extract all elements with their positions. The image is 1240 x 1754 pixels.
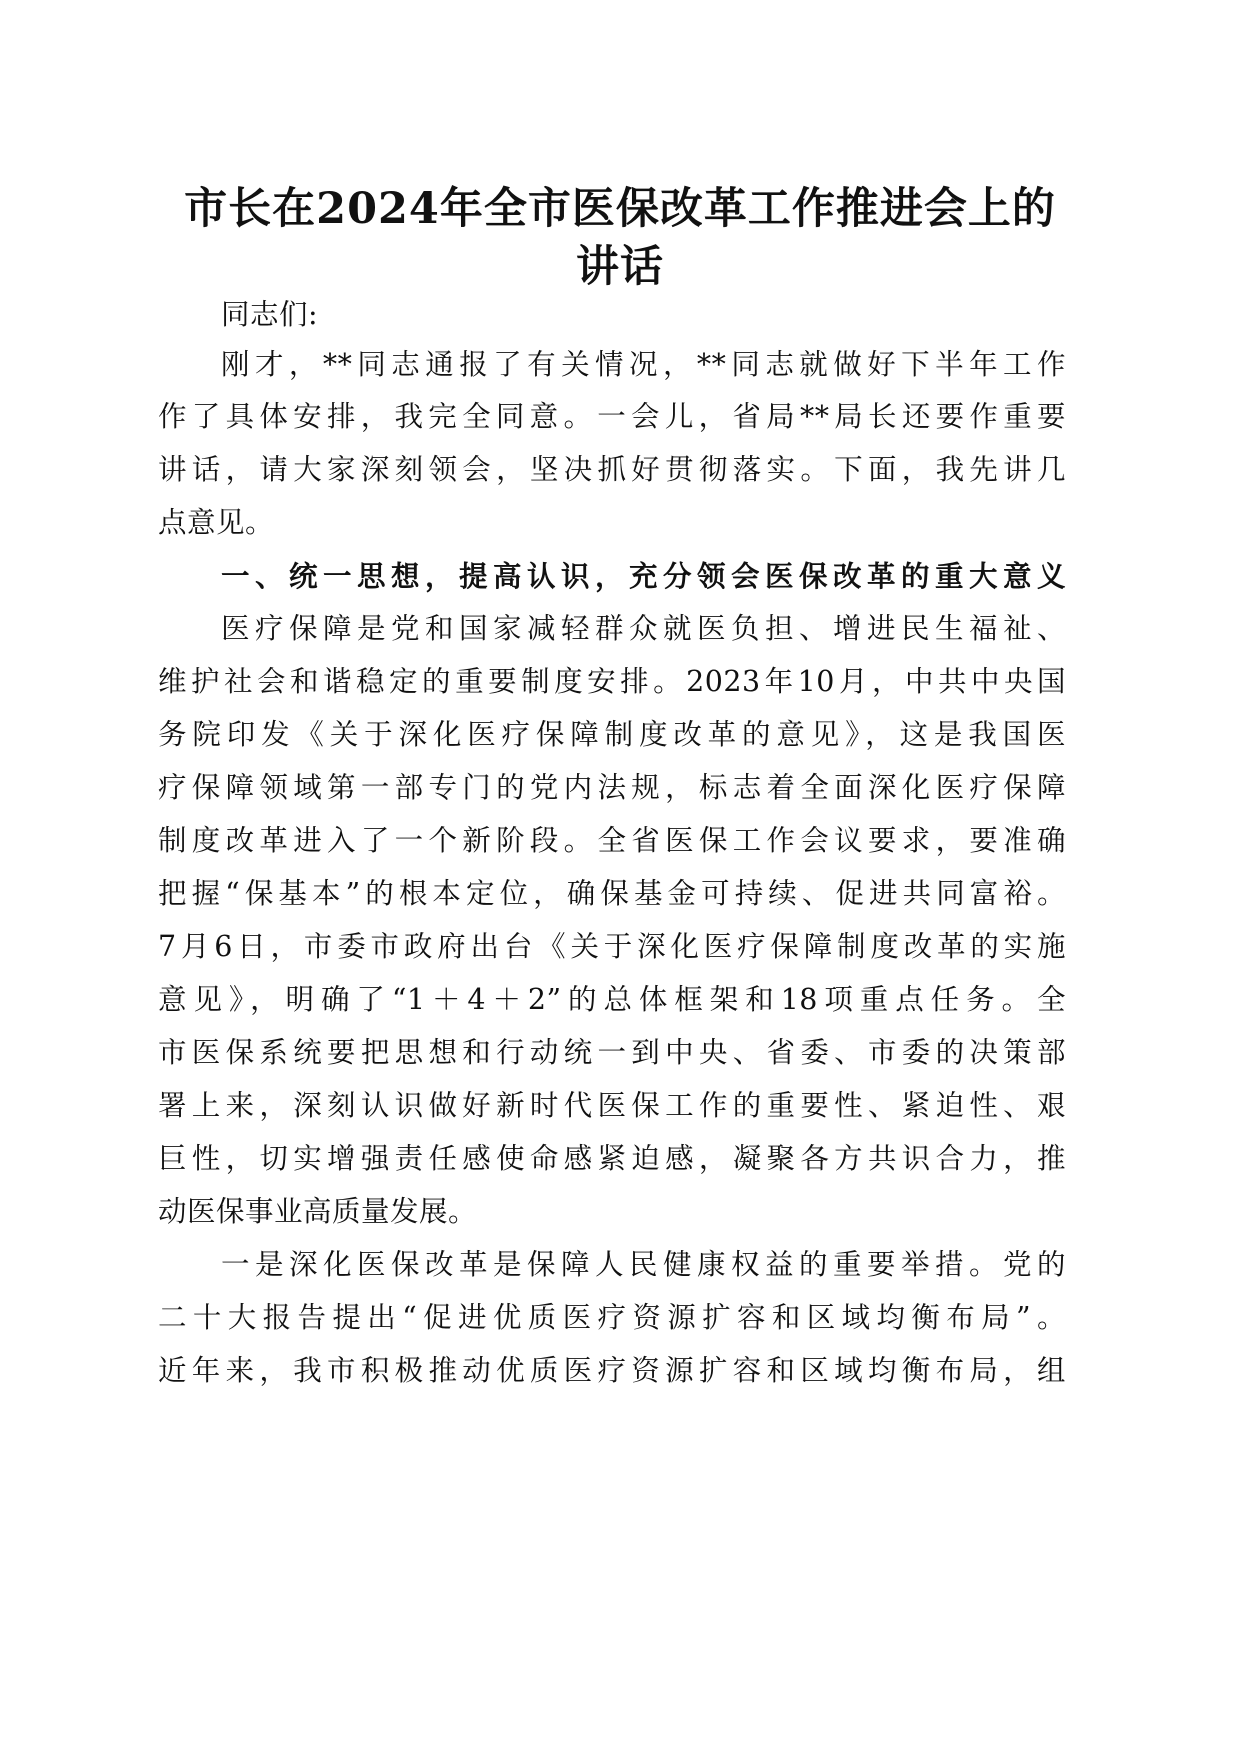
section-1-line-6: 把握“保基本”的根本定位，确保基金可持续、促进共同富裕。 — [158, 877, 1066, 910]
point-1-line-2: 二十大报告提出“促进优质医疗资源扩容和区域均衡布局”。 — [158, 1301, 1066, 1334]
document-title-line-1: 市长在2024年全市医保改革工作推进会上的 — [184, 184, 1056, 234]
salutation: 同志们: — [221, 298, 319, 331]
point-1-line-3: 近年来，我市积极推动优质医疗资源扩容和区域均衡布局，组 — [158, 1354, 1066, 1387]
intro-line-1: 刚才，**同志通报了有关情况，**同志就做好下半年工作 — [221, 348, 1066, 381]
section-1-line-3: 务院印发《关于深化医疗保障制度改革的意见》，这是我国医 — [158, 718, 1066, 751]
document-title-line-2: 讲话 — [576, 242, 664, 292]
section-1-heading: 一、统一思想，提高认识，充分领会医保改革的重大意义 — [221, 559, 1066, 593]
section-1-line-9: 市医保系统要把思想和行动统一到中央、省委、市委的决策部 — [158, 1036, 1066, 1069]
intro-line-2: 作了具体安排，我完全同意。一会儿，省局**局长还要作重要 — [158, 400, 1066, 433]
section-1-line-2: 维护社会和谐稳定的重要制度安排。2023年10月，中共中央国 — [158, 665, 1066, 698]
point-1-line-1: 一是深化医保改革是保障人民健康权益的重要举措。党的 — [221, 1248, 1066, 1281]
section-1-line-7: 7月6日，市委市政府出台《关于深化医疗保障制度改革的实施 — [158, 930, 1066, 963]
section-1-line-1: 医疗保障是党和国家减轻群众就医负担、增进民生福祉、 — [221, 612, 1066, 645]
section-1-line-8: 意见》，明确了“1＋4＋2”的总体框架和18项重点任务。全 — [158, 983, 1066, 1016]
section-1-line-5: 制度改革进入了一个新阶段。全省医保工作会议要求，要准确 — [158, 824, 1066, 857]
section-1-line-10: 署上来，深刻认识做好新时代医保工作的重要性、紧迫性、艰 — [158, 1089, 1066, 1122]
section-1-line-11: 巨性，切实增强责任感使命感紧迫感，凝聚各方共识合力，推 — [158, 1142, 1066, 1175]
intro-line-3: 讲话，请大家深刻领会，坚决抓好贯彻落实。下面，我先讲几 — [158, 453, 1066, 486]
section-1-line-12: 动医保事业高质量发展。 — [158, 1195, 478, 1228]
intro-line-4: 点意见。 — [158, 506, 275, 539]
section-1-line-4: 疗保障领域第一部专门的党内法规，标志着全面深化医疗保障 — [158, 771, 1066, 804]
